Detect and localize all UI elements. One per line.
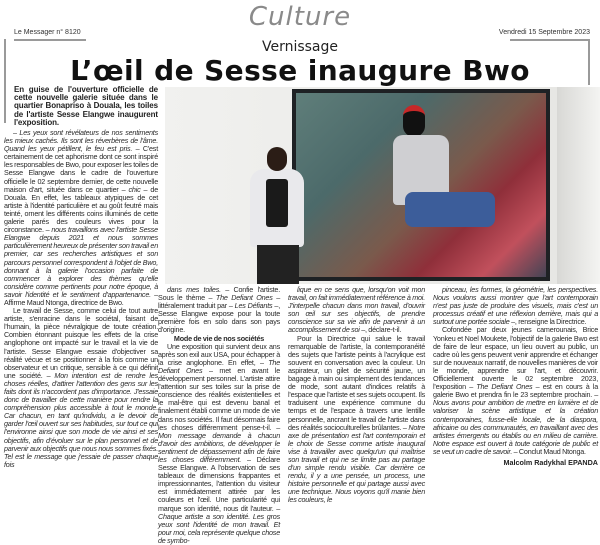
text-run: – C'est certainement de cet aphorisme dont ce sont inspiré les responsables de Bwo, pour exposer les toiles de Sesse Elangwe dans le cadre de l'ouverture officielle le 02 septembre dernier, de cette nouvelle maison d'art, située dans ce quartier – bbox=[4, 144, 158, 194]
artist-figure-shirt bbox=[266, 179, 288, 227]
text-run: – Déclare Sesse Elangwe. A l'observation de ses tableaux de dimensions frappantes et impressionnantes, l'attention du visiteur est immédiatement attirée par les couleurs et l'œil. Une particularité qui marque son identité, nous dit l'auteur. – bbox=[158, 454, 280, 513]
text-run: – Confie l'artiste. Sous le thème – bbox=[158, 285, 280, 303]
quote-run: chic bbox=[128, 184, 141, 194]
text-run: – littéralement traduit par – bbox=[158, 293, 280, 311]
paragraph bbox=[4, 307, 158, 469]
text-run: – Affirme Maud Ntonga, directrice de Bwo. bbox=[4, 289, 158, 307]
painted-figure-legs bbox=[405, 192, 495, 227]
quote-run: Chaque artiste a son identité. Les gros yeux sont l'identité de mon travail. Et pour moi, cela représente quelque chose de symbo- bbox=[158, 511, 280, 545]
text-run: – Conclut Maud Ntonga. bbox=[512, 446, 586, 456]
paragraph bbox=[158, 343, 280, 545]
text-run: Le travail de Sesse, comme celui de tout autre artiste, s'enracine dans le sociétal, faisant de l'humain, la pièce névralgique de toute création. Combien étonnant puisque les effets de la crise anglophone ont impacté sur le travail et la vie de l'artiste. Sesse Elangwe essaie d'objectiver sa réalité vécue et se positionner à la fois comme un observateur et un critique, sensible à ce qui définit une société. – bbox=[4, 306, 158, 380]
quote-run: The Defiant Ones bbox=[476, 382, 533, 392]
article-title: L’œil de Sesse inaugure Bwo bbox=[70, 54, 530, 87]
paragraph bbox=[158, 286, 280, 335]
column-3-wrap bbox=[433, 286, 598, 467]
article-column-3 bbox=[433, 286, 598, 456]
issue-number: Le Messager n° 8120 bbox=[14, 29, 81, 36]
text-run: Pour la Directrice qui salue le travail remarquable de l'artiste, la contemporanéité des sujets que l'artiste peints à l'acrylique est souvent en conversation avec la couleur. Un aspirateur, un gilet de sécurité jaune, un bagage à main ou simplement des tendances de mode, sont autant d'indices relatifs à l'espace que l'artiste et ses sujets occupent. Ils traduisent une expérience commune du temps et de l'espace à travers une lentille personnelle, ancrant le travail de l'artiste dans des réalités socioculturelles brûlantes. – bbox=[288, 333, 425, 432]
issue-date: Vendredi 15 Septembre 2023 bbox=[498, 29, 590, 36]
quote-run: The Defiant Ones bbox=[215, 293, 273, 303]
quote-run: Nous avons pour ambition de mettre en lumière et de valoriser la scène artistique et la création contemporaines, fusse-elle locale, de la diaspora, africaine ou des communautés, en travaillant avec des artistes émergents ou établis ou en milieu de carrière. Notre espace est ouvert à toute catégorie de public et se veut un cadre de savoir. bbox=[433, 398, 598, 456]
quote-run: lique en ce sens que, lorsqu'on voit mon travail, on fait immédiatement référence à moi. J'interpelle chacun dans mon travail, d'ouvrir son œil sur ses objectifs, de prendre conscience sur sa vie afin de parvenir à un accomplissement de soi bbox=[288, 285, 425, 335]
artist-figure-legs bbox=[257, 245, 299, 284]
quote-run: Mon intention est de rendre les choses réelles, d'attirer l'attention des gens sur les faits dont ils n'accordent pas d'importance. J'essaie donc de travailler de cette manière pour rendre la compréhension plus accessible à tout le monde. Car chacun, en tant qu'individu, a le devoir de garder l'œil ouvert sur ses habitudes, sur tout ce qui l'environne ainsi que son mode de vie ainsi et ses objectifs, afin d'évoluer sur le plan personnel et de parvenir aux objectifs que nous nous sommes fixés. Tel est le message que j'essaie de passer chaque fois bbox=[4, 370, 158, 469]
bottom-columns bbox=[158, 286, 598, 545]
paragraph bbox=[4, 129, 158, 307]
quote-run: The Defiant Ones bbox=[158, 357, 280, 375]
text-run: Une exposition qui survient deux ans après son exil aux USA, pour échapper à la crise anglophone. En effet, – bbox=[158, 341, 280, 367]
text-run: Cofondée par deux jeunes camerounais, Brice Yonkeu et Noel Moukete, l'objectif de la galerie Bwo est de faire de leur espace, un lieu ouvert au public, un cadre où les gens peuvent venir apprendre et échanger sur de nouveaux narratif, de nouvelles manières de voir le monde, apprendre sur l'art, et découvrir. Officiellement ouverte le 02 septembre 2023, l'exposition – bbox=[433, 325, 598, 392]
article-column-1 bbox=[158, 286, 280, 545]
text-run: Mode de vie de nos sociétés bbox=[173, 333, 265, 343]
paragraph bbox=[433, 286, 598, 326]
quote-run: Mon message demande à chacun d'avoir des ambitions, de développer le sentiment de dépassement afin de faire les choses différemment. bbox=[158, 430, 280, 464]
article-column-2 bbox=[288, 286, 425, 505]
text-run: – de Douala. En effet, les tableaux atypiques de cet artiste à l'identité particulière et au goût feutré mais teinté, ornent les différents coins illuminés de cette galerie parés des couleurs vives pour la circonstance. – bbox=[4, 184, 159, 235]
paragraph bbox=[433, 326, 598, 456]
paragraph bbox=[288, 335, 425, 505]
text-run: – met en avant le développement personnel. L'artiste attire l'attention sur ses toiles sur la prise de conscience des réalités existentielles et le mal-être qui est devenu banal et finalement établi comme un mode de vie dans nos sociétés. Il faut désormais faire les choses différemment pense-t-il. – bbox=[158, 365, 280, 432]
quote-run: nous travaillons avec l'artiste Sesse Elangwe depuis 2021 et nous sommes particulièrement heureux de présenter son travail en premier, car ses recherches artistiques et son parcours personnel correspondent à l'objet de Bwo, donnant à la galerie l'occasion parfaite de commencer à explorer des thèmes qu'elle considère comme pertinents pour notre époque, à savoir l'identité et le sentiment d'appartenance. bbox=[4, 225, 159, 299]
article-byline: Malcolm Radykhal EPANDA bbox=[503, 457, 598, 467]
article-photo bbox=[165, 87, 600, 284]
quote-run: pinceau, les formes, la géométrie, les perspectives. Nous voulons aussi montrer que l'art contemporain n'est pas juste de produire des visuels, mais c'est un processus créatif et une réflexion derrière, mais qui a surtout une portée sociale bbox=[433, 285, 598, 327]
left-column-wrap bbox=[4, 86, 158, 469]
article-column-left bbox=[4, 129, 158, 469]
quote-run: dans mes toiles. bbox=[167, 285, 221, 294]
quote-run: Les Défiants bbox=[234, 301, 273, 311]
article-lead: En guise de l'ouverture officielle de cette nouvelle galerie située dans le quartier Bonapriso à Douala, les toiles de l'artiste Sesse Elangwe inaugurent l'exposition. bbox=[14, 85, 158, 127]
paragraph bbox=[288, 286, 425, 335]
text-run: – est en cours à la galerie Bwo et prendra fin le 23 septembre prochain. – bbox=[433, 382, 598, 400]
text-run: –, renseigne la Directrice. bbox=[509, 317, 587, 327]
text-run: –, Sesse Elangwe expose pour la toute première fois en solo dans son pays d'origine. bbox=[158, 301, 281, 335]
article-kicker: Vernissage bbox=[261, 39, 339, 55]
quote-run: Notre axe de présentation est l'art contemporain et le choix de Sesse comme artiste inaugural vise à travailler avec quelqu'un qui maîtrise son travail et qui ne se limite pas au partage d'un simple rendu visible. Car derrière ce rendu, il y a une pensée, un process, une histoire personnelle et qui partage aussi avec une technique. Nous voyons qu'il manie bien les couleurs, le bbox=[288, 422, 425, 505]
artist-figure-head bbox=[267, 147, 287, 171]
quote-run: – Les yeux sont révélateurs de nos sentiments les mieux cachés. Ils sont les réverbères de l'âme. Quand les yeux pétillent, le feu est pris. bbox=[4, 128, 158, 154]
text-run: –, déclare-t-il. bbox=[359, 325, 402, 335]
painted-figure-head bbox=[403, 105, 425, 137]
section-logo: Culture bbox=[248, 2, 352, 32]
wall-edge bbox=[557, 87, 600, 284]
